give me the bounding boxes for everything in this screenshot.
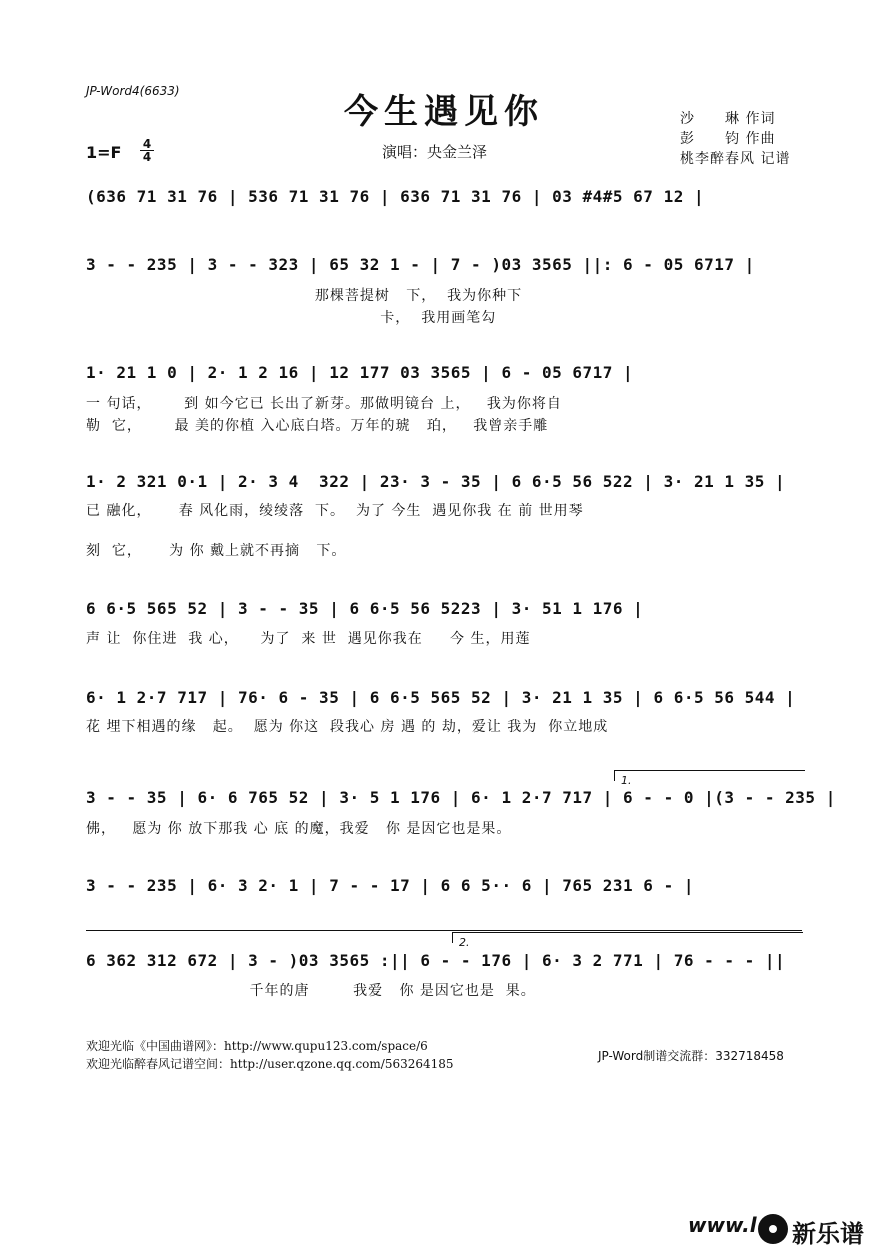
time-signature <box>140 138 154 163</box>
time-signature-bottom: 4 <box>140 150 154 163</box>
lyric-line-5a: 声 让 你住进 我 心， 为了 来 世 遇见你我在 今 生，用莲 <box>86 631 531 647</box>
lyric-line-4a: 已 融化， 春 风化雨，绫绫落 下。 为了 今生 遇见你我 在 前 世用琴 <box>86 503 584 519</box>
singer-credit: 演唱：央金兰泽 <box>382 143 488 161</box>
second-ending-label: 2. <box>459 936 470 949</box>
score-line-2: 3 - - 235 | 3 - - 323 | 65 32 1 - | 7 - )03 3565 ||: 6 - 05 6717 | <box>86 255 755 274</box>
footer-group: JP-Word制谱交流群：332718458 <box>598 1049 784 1063</box>
score-line-4: 1· 2 321 0·1 | 2· 3 4 322 | 23· 3 - 35 | 6 6·5 56 522 | 3· 21 1 35 | <box>86 472 786 491</box>
score-line-6: 6· 1 2·7 717 | 76· 6 - 35 | 6 6·5 565 52 | 3· 21 1 35 | 6 6·5 56 544 | <box>86 688 796 707</box>
lyric-line-3a: 一 句话， 到 如今它已 长出了新芽。那做明镜台 上， 我为你将自 <box>86 396 562 412</box>
score-line-5: 6 6·5 565 52 | 3 - - 35 | 6 6·5 56 5223 | 3· 51 1 176 | <box>86 599 644 618</box>
logo-brand: 新乐谱 <box>792 1220 864 1248</box>
logo-url: www.l <box>688 1213 757 1237</box>
composer-credit: 彭 钧 作曲 <box>680 131 776 147</box>
lyric-line-4b: 刻 它， 为 你 戴上就不再摘 下。 <box>86 543 347 559</box>
lyricist-credit: 沙 琳 作词 <box>680 111 776 127</box>
score-line-1: (636 71 31 76 | 536 71 31 76 | 636 71 31 76 | 03 #4#5 67 12 | <box>86 187 705 206</box>
song-title: 今生遇见你 <box>344 92 544 132</box>
score-line-3: 1· 21 1 0 | 2· 1 2 16 | 12 177 03 3565 | 6 - 05 6717 | <box>86 363 634 382</box>
footer-site-2: 欢迎光临醉春风记谱空间：http://user.qzone.qq.com/563264185 <box>86 1057 454 1071</box>
key-signature: 1=F <box>86 143 122 162</box>
second-ending-bracket <box>452 932 803 949</box>
transcriber-credit: 桃李醉春风 记谱 <box>680 151 791 167</box>
lyric-line-6a: 花 埋下相遇的缘 起。 愿为 你这 段我心 房 遇 的 劫，爱让 我为 你立地成 <box>86 719 609 735</box>
score-line-8: 3 - - 235 | 6· 3 2· 1 | 7 - - 17 | 6 6 5·· 6 | 765 231 6 - | <box>86 876 694 895</box>
second-ending-line <box>86 930 802 931</box>
time-signature-top: 4 <box>142 137 152 151</box>
first-ending-label: 1. <box>621 774 632 787</box>
score-line-9: 6 362 312 672 | 3 - )03 3565 :|| 6 - - 176 | 6· 3 2 771 | 76 - - - || <box>86 951 786 970</box>
footer-site-1: 欢迎光临《中国曲谱网》：http://www.qupu123.com/space/6 <box>86 1039 428 1053</box>
lyric-line-3b: 勒 它， 最 美的你植 入心底白塔。万年的琥 珀， 我曾亲手雕 <box>86 418 549 434</box>
record-disc-icon <box>758 1214 788 1244</box>
lyric-line-2a: 那棵菩提树 下， 我为你种下 <box>86 288 523 304</box>
software-label: JP-Word4(6633) <box>86 84 180 98</box>
lyric-line-2b: 卡， 我用画笔勾 <box>86 310 497 326</box>
first-ending-bracket <box>614 770 805 787</box>
lyric-line-9a: 千年的唐 我爱 你 是因它也是 果。 <box>86 983 536 999</box>
score-line-7: 3 - - 35 | 6· 6 765 52 | 3· 5 1 176 | 6· 1 2·7 717 | 6 - - 0 |(3 - - 235 | <box>86 788 836 807</box>
lyric-line-7a: 佛， 愿为 你 放下那我 心 底 的魔，我爱 你 是因它也是果。 <box>86 821 512 837</box>
